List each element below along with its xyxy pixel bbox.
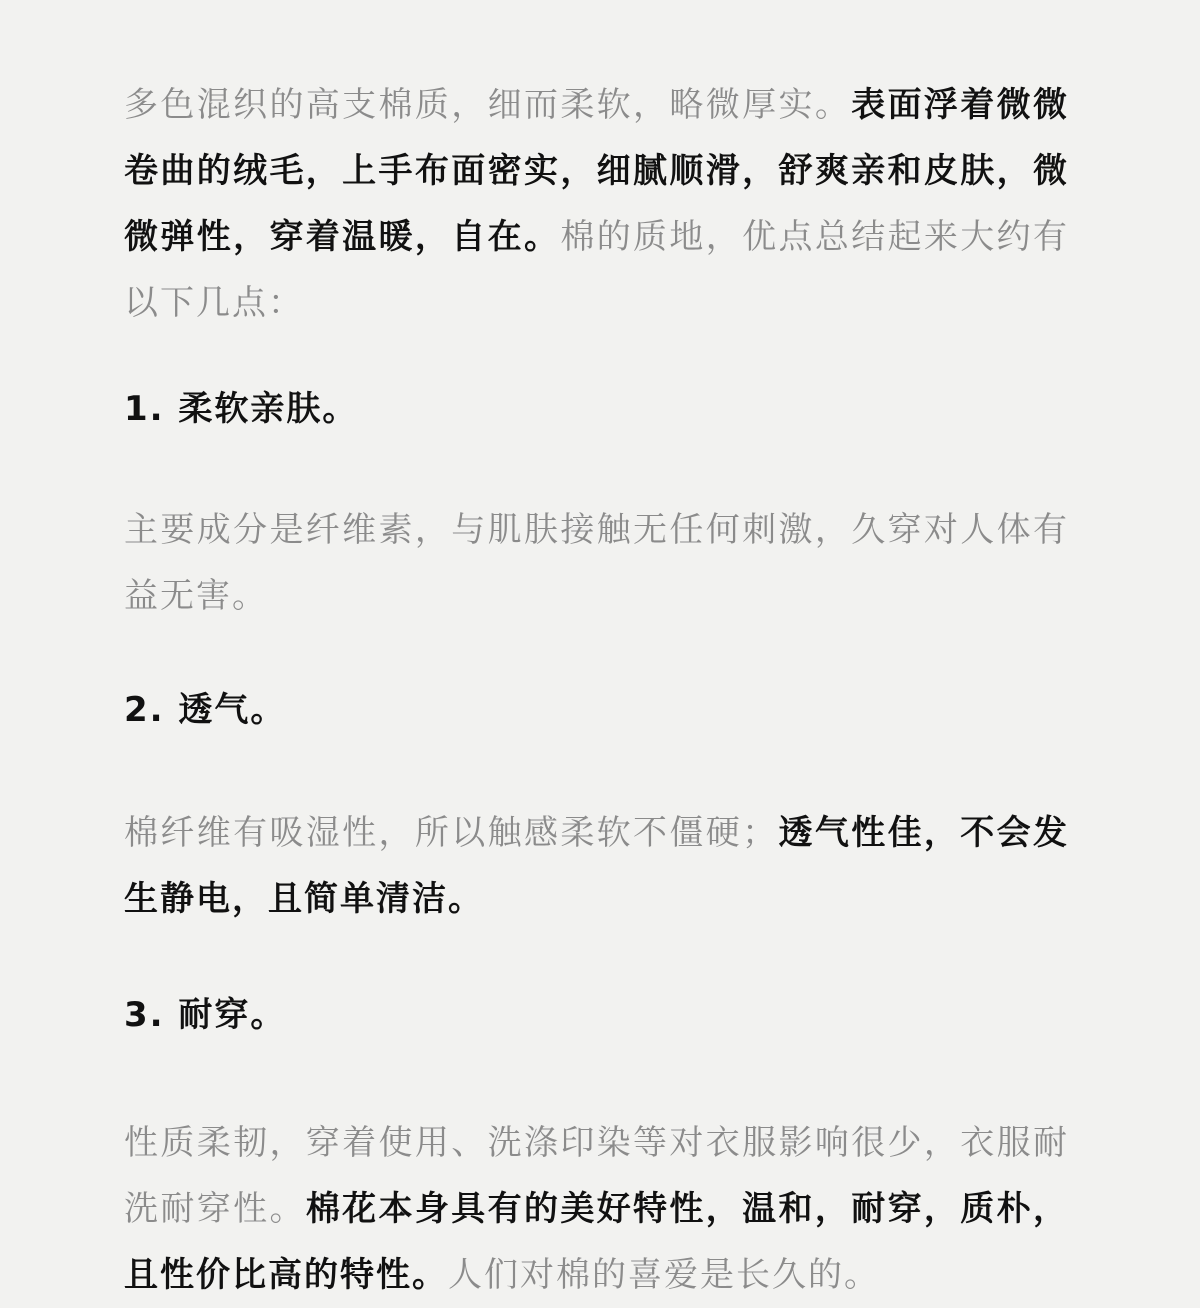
section-1-paragraph	[124, 497, 1069, 629]
section-3-text-ending: 人们对棉的喜爱是长久的。	[448, 1255, 880, 1295]
article-content	[124, 72, 1069, 1308]
section-3-paragraph	[124, 1110, 1069, 1308]
section-3-heading: 3. 耐穿。	[124, 995, 287, 1035]
intro-text-muted: 多色混织的高支棉质，细而柔软，略微厚实。	[124, 85, 852, 125]
intro-text-emphasis: 表面浮着微微卷曲的绒毛，上手布面密实，细腻顺滑，舒爽亲和皮肤，微微弹性，穿着温暖，自在。	[124, 85, 1070, 257]
section-2-heading: 2. 透气。	[124, 690, 287, 730]
section-2-text-emphasis: 透气性佳，不会发生静电，且简单清洁。	[124, 813, 1070, 919]
section-3-text-emphasis: 棉花本身具有的美好特性，温和，耐穿，质朴，且性价比高的特性。	[124, 1189, 1070, 1295]
section-3-text-muted: 性质柔韧，穿着使用、洗涤印染等对衣服影响很少，衣服耐洗耐穿性。	[124, 1123, 1069, 1229]
intro-paragraph	[124, 72, 1069, 336]
section-1-heading: 1. 柔软亲肤。	[124, 389, 359, 429]
section-1-text: 主要成分是纤维素，与肌肤接触无任何刺激，久穿对人体有益无害。	[124, 510, 1069, 616]
section-2-paragraph	[124, 800, 1069, 932]
section-2-text-muted: 棉纤维有吸湿性，所以触感柔软不僵硬；	[124, 813, 779, 853]
intro-text-summary: 棉的质地，优点总结起来大约有以下几点：	[124, 217, 1070, 323]
